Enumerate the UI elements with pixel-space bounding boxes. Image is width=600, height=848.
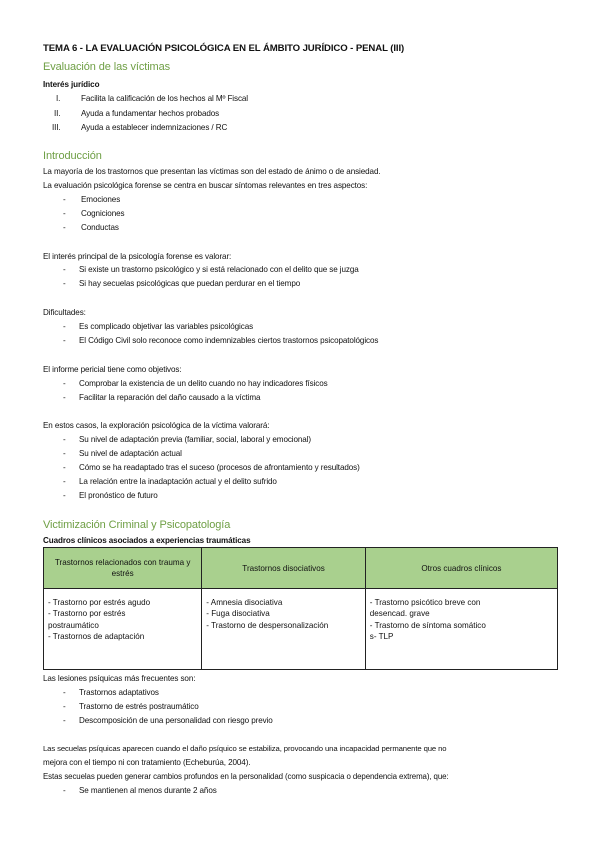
cell-line: - Fuga disociativa: [206, 609, 270, 619]
subheading-interes: Interés jurídico: [43, 80, 100, 89]
bullet-dash: -: [63, 435, 66, 444]
list-item: Comprobar la existencia de un delito cuando no hay indicadores físicos: [79, 379, 328, 388]
bullet-dash: -: [63, 209, 66, 218]
paragraph: mejora con el tiempo ni con tratamiento (Echeburúa, 2004).: [43, 758, 251, 767]
cell-line: - Trastorno de síntoma somático: [369, 620, 486, 630]
clinical-table: [43, 547, 558, 670]
roman-numeral: I.: [56, 94, 61, 103]
list-item: Es complicado objetivar las variables psicológicas: [79, 322, 254, 331]
list-item: Trastorno de estrés postraumático: [79, 702, 199, 711]
section-heading-evaluacion: Evaluación de las víctimas: [43, 61, 171, 73]
cell-line: - Trastornos de adaptación: [48, 631, 145, 641]
bullet-dash: -: [63, 716, 66, 725]
bullet-dash: -: [63, 491, 66, 500]
table-header: Otros cuadros clínicos: [365, 548, 557, 589]
roman-numeral: III.: [52, 123, 61, 132]
paragraph: En estos casos, la exploración psicológica de la víctima valorará:: [43, 421, 270, 430]
bullet-dash: -: [63, 336, 66, 345]
bullet-dash: -: [63, 477, 66, 486]
list-item: La relación entre la inadaptación actual y el delito sufrido: [79, 477, 277, 486]
table-cell: [202, 589, 365, 670]
cell-line: - Trastorno psicótico breve con: [369, 598, 481, 607]
list-item: Conductas: [81, 223, 119, 232]
cell-line: s- TLP: [369, 631, 394, 641]
list-item: Descomposición de una personalidad con riesgo previo: [79, 716, 273, 725]
paragraph: La mayoría de los trastornos que presentan las víctimas son del estado de ánimo o de ansiedad.: [43, 167, 381, 176]
table-cell: [365, 589, 557, 670]
section-heading-victimizacion: Victimización Criminal y Psicopatología: [43, 519, 231, 531]
list-item: Facilitar la reparación del daño causado a la víctima: [79, 393, 261, 402]
list-item: Ayuda a establecer indemnizaciones / RC: [81, 123, 228, 132]
roman-numeral: II.: [54, 109, 61, 118]
bullet-dash: -: [63, 223, 66, 232]
cell-line: - Trastorno de despersonalización: [206, 620, 329, 630]
list-item: Su nivel de adaptación previa (familiar, social, laboral y emocional): [79, 435, 311, 444]
paragraph: La evaluación psicológica forense se centra en buscar síntomas relevantes en tres aspectos:: [43, 181, 368, 190]
bullet-dash: -: [63, 463, 66, 472]
list-item: Cómo se ha readaptado tras el suceso (procesos de afrontamiento y resultados): [79, 463, 360, 472]
list-item: Emociones: [81, 195, 121, 204]
paragraph: Las secuelas psíquicas aparecen cuando el daño psíquico se estabiliza, provocando una incapacidad permanente que no: [43, 744, 447, 753]
cell-line: - Trastorno por estrés: [48, 609, 126, 619]
bullet-dash: -: [63, 265, 66, 274]
table-cell: [44, 589, 202, 670]
bullet-dash: -: [63, 702, 66, 711]
list-item: El pronóstico de futuro: [79, 491, 158, 500]
list-item: Trastornos adaptativos: [79, 688, 159, 697]
section-heading-introduccion: Introducción: [43, 150, 102, 162]
list-item: Si existe un trastorno psicológico y si está relacionado con el delito que se juzga: [79, 265, 359, 274]
list-item: Su nivel de adaptación actual: [79, 449, 182, 458]
list-item: Si hay secuelas psicológicas que puedan perdurar en el tiempo: [79, 279, 301, 288]
bullet-dash: -: [63, 449, 66, 458]
cell-line: - Amnesia disociativa: [206, 598, 283, 607]
list-item: Facilita la calificación de los hechos al Mº Fiscal: [81, 94, 248, 103]
paragraph: Dificultades:: [43, 308, 86, 317]
bullet-dash: -: [63, 322, 66, 331]
table-header: Trastornos disociativos: [202, 548, 365, 589]
list-item: Cogniciones: [81, 209, 125, 218]
cell-line: - Trastorno por estrés agudo: [48, 598, 151, 607]
document-title: TEMA 6 - LA EVALUACIÓN PSICOLÓGICA EN EL ÁMBITO JURÍDICO - PENAL (III): [43, 43, 405, 54]
bullet-dash: -: [63, 379, 66, 388]
paragraph: El informe pericial tiene como objetivos:: [43, 365, 182, 374]
bullet-dash: -: [63, 688, 66, 697]
table-header: Trastornos relacionados con trauma y estrés: [44, 548, 202, 589]
paragraph: Las lesiones psíquicas más frecuentes son:: [43, 674, 196, 683]
paragraph: El interés principal de la psicología forense es valorar:: [43, 252, 232, 261]
bullet-dash: -: [63, 393, 66, 402]
list-item: El Código Civil solo reconoce como indemnizables ciertos trastornos psicopatológicos: [79, 336, 379, 345]
bullet-dash: -: [63, 786, 66, 795]
subheading-cuadros: Cuadros clínicos asociados a experiencias traumáticas: [43, 536, 251, 545]
list-item: Ayuda a fundamentar hechos probados: [81, 109, 220, 118]
paragraph: Estas secuelas pueden generar cambios profundos en la personalidad (como suspicacia o dependencia extrema), que:: [43, 772, 449, 781]
cell-line: desencad. grave: [369, 609, 430, 619]
bullet-dash: -: [63, 195, 66, 204]
bullet-dash: -: [63, 279, 66, 288]
list-item: Se mantienen al menos durante 2 años: [79, 786, 217, 795]
cell-line: postraumático: [48, 620, 99, 630]
